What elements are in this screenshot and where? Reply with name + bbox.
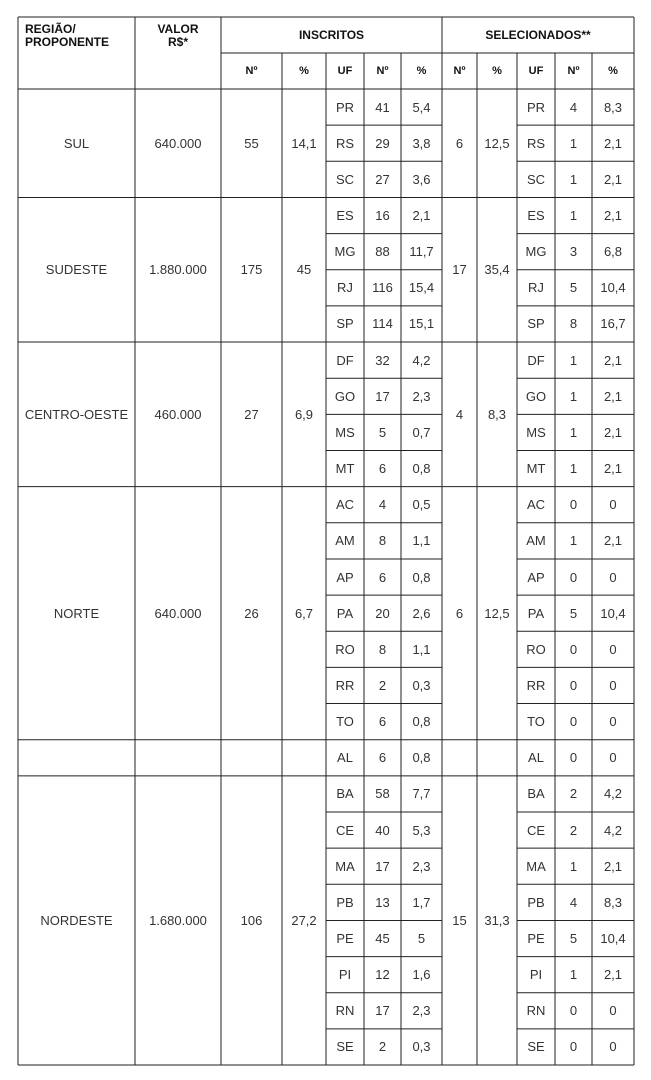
- state-uf-inscritos-rn: RN: [335, 1003, 355, 1019]
- state-uf-selecionados-am: AM: [526, 533, 546, 549]
- state-inscritos-n-se: 2: [378, 1039, 387, 1055]
- state-inscritos-pct-am: 1,1: [412, 533, 431, 549]
- state-inscritos-pct-pa: 2,6: [412, 605, 431, 621]
- state-inscritos-pct-pr: 5,4: [412, 99, 431, 115]
- state-selecionados-n-sp: 8: [569, 316, 578, 332]
- state-uf-inscritos-pr: PR: [335, 99, 355, 115]
- state-inscritos-n-mg: 88: [375, 244, 390, 260]
- state-selecionados-n-al: 0: [569, 750, 578, 766]
- subheader-sel-uf: UF: [528, 65, 544, 77]
- state-uf-inscritos-mg: MG: [334, 244, 356, 260]
- state-inscritos-pct-mg: 11,7: [409, 244, 434, 260]
- state-uf-inscritos-ba: BA: [336, 786, 354, 802]
- state-inscritos-n-rn: 17: [375, 1003, 390, 1019]
- state-uf-selecionados-ro: RO: [526, 641, 546, 657]
- state-selecionados-pct-pa: 10,4: [600, 605, 626, 621]
- state-inscritos-pct-df: 4,2: [412, 352, 431, 368]
- subheader-ins-pct: %: [299, 65, 309, 77]
- state-uf-selecionados-pa: PA: [527, 605, 545, 621]
- region-name-centro-oeste: CENTRO-OESTE: [24, 406, 129, 422]
- subheader-ins-n: Nº: [245, 65, 258, 77]
- subheader-sel-uf-pct: %: [608, 65, 618, 77]
- state-uf-selecionados-rj: RJ: [528, 280, 544, 296]
- region-name-sudeste: SUDESTE: [45, 262, 108, 278]
- subheader-ins-uf: UF: [337, 65, 353, 77]
- state-inscritos-pct-to: 0,8: [412, 714, 431, 730]
- region-inscritos-n-nordeste: 106: [240, 912, 263, 928]
- state-inscritos-pct-ce: 5,3: [412, 822, 431, 838]
- state-selecionados-n-se: 0: [569, 1039, 578, 1055]
- state-uf-inscritos-go: GO: [334, 388, 356, 404]
- state-uf-selecionados-es: ES: [527, 208, 545, 223]
- state-uf-inscritos-ce: CE: [335, 822, 355, 838]
- state-inscritos-n-rr: 2: [378, 677, 387, 693]
- region-inscritos-pct-norte: 6,7: [294, 605, 314, 621]
- state-selecionados-n-ro: 0: [569, 641, 578, 657]
- state-selecionados-pct-to: 0: [609, 714, 617, 730]
- state-inscritos-pct-ro: 1,1: [412, 641, 431, 657]
- region-valor-nordeste: 1.680.000: [149, 912, 207, 928]
- state-selecionados-n-mt: 1: [569, 461, 578, 477]
- state-inscritos-n-df: 32: [375, 352, 390, 368]
- state-inscritos-n-pr: 41: [375, 99, 390, 115]
- region-selecionados-n-nordeste: 15: [452, 912, 467, 928]
- state-uf-selecionados-rn: RN: [526, 1003, 546, 1019]
- state-uf-inscritos-ac: AC: [335, 497, 355, 513]
- region-valor-centro-oeste: 460.000: [154, 406, 202, 422]
- region-selecionados-n-norte: 6: [455, 605, 464, 621]
- state-uf-inscritos-rj: RJ: [337, 280, 353, 296]
- state-selecionados-pct-am: 2,1: [603, 533, 623, 549]
- state-uf-inscritos-to: TO: [336, 714, 354, 730]
- state-uf-selecionados-al: AL: [528, 750, 544, 766]
- region-name-sul: SUL: [63, 135, 90, 151]
- state-selecionados-pct-rn: 0: [609, 1003, 617, 1019]
- region-name-norte: NORTE: [53, 605, 100, 621]
- state-inscritos-pct-rj: 15,4: [408, 280, 435, 296]
- region-name-unlabeled: [18, 740, 135, 776]
- state-selecionados-pct-ms: 2,1: [603, 424, 623, 440]
- state-inscritos-pct-pe: 5: [417, 931, 426, 946]
- state-uf-inscritos-pi: PI: [338, 967, 352, 983]
- state-selecionados-pct-ba: 4,2: [603, 786, 623, 802]
- state-uf-inscritos-am: AM: [335, 533, 355, 549]
- state-inscritos-pct-sc: 3,6: [412, 171, 431, 187]
- state-selecionados-pct-pi: 2,1: [603, 967, 623, 983]
- state-selecionados-n-df: 1: [569, 352, 578, 368]
- state-inscritos-pct-ms: 0,7: [412, 424, 431, 440]
- state-inscritos-pct-es: 2,1: [412, 208, 431, 223]
- state-inscritos-pct-al: 0,8: [412, 750, 431, 766]
- state-uf-inscritos-mt: MT: [335, 461, 355, 477]
- state-selecionados-n-pa: 5: [569, 605, 578, 621]
- state-selecionados-n-pb: 4: [569, 894, 578, 910]
- region-inscritos-n-sudeste: 175: [240, 262, 263, 278]
- state-uf-inscritos-sp: SP: [336, 316, 354, 332]
- region-inscritos-pct-sudeste: 45: [296, 262, 312, 278]
- state-selecionados-n-ba: 2: [569, 786, 578, 802]
- state-selecionados-pct-rj: 10,4: [600, 280, 626, 296]
- state-selecionados-n-ac: 0: [569, 497, 578, 513]
- state-inscritos-pct-sp: 15,1: [408, 316, 435, 332]
- state-selecionados-pct-se: 0: [609, 1039, 617, 1055]
- state-inscritos-pct-ac: 0,5: [412, 497, 431, 513]
- state-inscritos-n-rs: 29: [375, 135, 390, 151]
- region-selecionados-n-sul: 6: [455, 135, 464, 151]
- state-uf-inscritos-rr: RR: [335, 677, 355, 693]
- region-inscritos-pct-nordeste: 27,2: [291, 912, 317, 928]
- state-inscritos-pct-mt: 0,8: [412, 461, 431, 477]
- state-inscritos-pct-ma: 2,3: [412, 858, 431, 874]
- state-uf-selecionados-ma: MA: [526, 858, 546, 874]
- subheader-sel-uf-n: Nº: [567, 65, 580, 77]
- region-valor-unlabeled: [135, 740, 221, 776]
- subheader-sel-n: Nº: [453, 65, 466, 77]
- state-selecionados-pct-sc: 2,1: [603, 171, 623, 187]
- state-uf-selecionados-ce: CE: [526, 822, 546, 838]
- region-inscritos-n-sul: 55: [244, 135, 259, 151]
- state-selecionados-n-pr: 4: [569, 99, 578, 115]
- state-uf-selecionados-ms: MS: [526, 424, 546, 440]
- header-inscritos: INSCRITOS: [298, 27, 365, 42]
- state-selecionados-pct-ac: 0: [609, 497, 617, 513]
- region-selecionados-pct-nordeste: 31,3: [484, 912, 510, 928]
- state-selecionados-n-ma: 1: [569, 858, 578, 874]
- state-uf-inscritos-rs: RS: [335, 135, 355, 151]
- state-inscritos-n-ro: 8: [378, 641, 387, 657]
- state-uf-inscritos-pe: PE: [336, 931, 354, 946]
- state-uf-selecionados-mg: MG: [525, 244, 547, 260]
- state-uf-inscritos-ms: MS: [335, 424, 355, 440]
- state-selecionados-n-sc: 1: [569, 171, 578, 187]
- region-valor-sul: 640.000: [154, 135, 202, 151]
- state-uf-inscritos-ro: RO: [335, 641, 355, 657]
- state-uf-selecionados-ap: AP: [527, 569, 545, 585]
- state-selecionados-n-rn: 0: [569, 1003, 578, 1019]
- state-uf-inscritos-se: SE: [336, 1039, 354, 1055]
- state-uf-selecionados-rs: RS: [526, 135, 546, 151]
- state-uf-selecionados-ba: BA: [527, 786, 545, 802]
- state-selecionados-n-rj: 5: [569, 280, 578, 296]
- state-uf-inscritos-pa: PA: [336, 605, 354, 621]
- state-inscritos-pct-go: 2,3: [412, 388, 431, 404]
- state-inscritos-pct-rs: 3,8: [412, 135, 431, 151]
- state-selecionados-n-ce: 2: [569, 822, 578, 838]
- state-inscritos-n-go: 17: [375, 388, 390, 404]
- region-valor-norte: 640.000: [154, 605, 202, 621]
- state-uf-selecionados-go: GO: [525, 388, 547, 404]
- state-inscritos-n-ap: 6: [378, 569, 387, 585]
- region-selecionados-n-centro-oeste: 4: [455, 406, 464, 422]
- header-selecionados: SELECIONADOS**: [485, 27, 591, 42]
- region-inscritos-n-unlabeled: [221, 740, 282, 776]
- state-uf-inscritos-al: AL: [337, 750, 353, 766]
- state-inscritos-n-ba: 58: [375, 786, 390, 802]
- state-uf-selecionados-pi: PI: [529, 967, 543, 983]
- state-inscritos-n-ac: 4: [378, 497, 387, 513]
- subheader-ins-uf-n: Nº: [376, 65, 389, 77]
- state-selecionados-pct-al: 0: [609, 750, 617, 766]
- state-uf-selecionados-sp: SP: [527, 316, 545, 332]
- state-selecionados-n-go: 1: [569, 388, 578, 404]
- state-selecionados-n-ap: 0: [569, 569, 578, 585]
- state-selecionados-pct-pb: 8,3: [603, 894, 623, 910]
- subheader-ins-uf-pct: %: [416, 65, 427, 77]
- state-inscritos-n-to: 6: [378, 714, 387, 730]
- state-selecionados-pct-es: 2,1: [603, 208, 623, 223]
- state-uf-inscritos-sc: SC: [335, 171, 355, 187]
- header-valor: VALOR R$*: [157, 22, 199, 49]
- state-uf-inscritos-df: DF: [336, 352, 354, 368]
- region-name-nordeste: NORDESTE: [40, 912, 113, 928]
- region-inscritos-n-norte: 26: [244, 605, 259, 621]
- state-uf-selecionados-se: SE: [527, 1039, 545, 1055]
- state-selecionados-n-pi: 1: [569, 967, 578, 983]
- state-inscritos-n-rj: 116: [372, 280, 393, 296]
- region-inscritos-pct-centro-oeste: 6,9: [294, 406, 314, 422]
- region-valor-sudeste: 1.880.000: [149, 262, 207, 278]
- state-uf-inscritos-pb: PB: [336, 894, 354, 910]
- state-inscritos-n-al: 6: [378, 750, 387, 766]
- state-selecionados-pct-mt: 2,1: [603, 461, 623, 477]
- state-selecionados-n-pe: 5: [569, 931, 578, 946]
- state-inscritos-n-ms: 5: [378, 424, 387, 440]
- header-regiao-proponente: REGIÃO/ PROPONENTE: [25, 22, 110, 49]
- state-selecionados-pct-ce: 4,2: [603, 822, 623, 838]
- state-inscritos-n-ce: 40: [375, 822, 390, 838]
- state-uf-selecionados-to: TO: [527, 714, 545, 730]
- state-selecionados-pct-go: 2,1: [603, 388, 623, 404]
- state-uf-selecionados-sc: SC: [526, 171, 546, 187]
- region-inscritos-pct-unlabeled: [282, 740, 326, 776]
- state-uf-selecionados-ac: AC: [526, 497, 546, 513]
- state-selecionados-pct-rs: 2,1: [603, 135, 623, 151]
- state-inscritos-pct-ap: 0,8: [412, 569, 431, 585]
- state-inscritos-n-mt: 6: [378, 461, 387, 477]
- state-selecionados-pct-ma: 2,1: [603, 858, 623, 874]
- state-inscritos-n-sc: 27: [375, 171, 390, 187]
- state-inscritos-pct-rn: 2,3: [412, 1003, 431, 1019]
- region-inscritos-pct-sul: 14,1: [291, 135, 317, 151]
- state-inscritos-n-ma: 17: [375, 858, 390, 874]
- state-inscritos-pct-ba: 7,7: [412, 786, 431, 802]
- state-inscritos-n-pa: 20: [375, 605, 390, 621]
- subheader-sel-pct: %: [492, 65, 502, 77]
- region-selecionados-pct-unlabeled: [477, 740, 517, 776]
- state-selecionados-pct-rr: 0: [609, 677, 617, 693]
- state-selecionados-pct-df: 2,1: [603, 352, 623, 368]
- region-selecionados-pct-sudeste: 35,4: [484, 262, 510, 278]
- state-selecionados-pct-sp: 16,7: [600, 316, 626, 332]
- state-selecionados-pct-pe: 10,4: [600, 931, 626, 946]
- region-inscritos-n-centro-oeste: 27: [244, 406, 259, 422]
- state-selecionados-n-to: 0: [569, 714, 578, 730]
- region-selecionados-n-unlabeled: [442, 740, 477, 776]
- state-selecionados-pct-pr: 8,3: [603, 99, 623, 115]
- state-inscritos-pct-rr: 0,3: [412, 677, 431, 693]
- state-uf-selecionados-df: DF: [527, 352, 545, 368]
- state-uf-inscritos-ap: AP: [336, 569, 354, 585]
- state-uf-selecionados-rr: RR: [526, 677, 546, 693]
- state-inscritos-n-es: 16: [375, 208, 390, 223]
- state-selecionados-pct-ap: 0: [609, 569, 617, 585]
- state-uf-selecionados-pe: PE: [527, 931, 545, 946]
- state-selecionados-n-rr: 0: [569, 677, 578, 693]
- state-inscritos-pct-pb: 1,7: [412, 894, 431, 910]
- region-selecionados-pct-norte: 12,5: [484, 605, 510, 621]
- state-uf-inscritos-es: ES: [336, 208, 354, 223]
- state-inscritos-n-am: 8: [378, 533, 387, 549]
- state-selecionados-pct-mg: 6,8: [603, 244, 623, 260]
- state-selecionados-n-am: 1: [569, 533, 578, 549]
- state-selecionados-n-ms: 1: [569, 424, 578, 440]
- region-selecionados-pct-sul: 12,5: [484, 135, 510, 151]
- state-inscritos-pct-pi: 1,6: [412, 967, 431, 983]
- state-selecionados-n-es: 1: [569, 208, 578, 223]
- state-uf-selecionados-mt: MT: [526, 461, 546, 477]
- state-inscritos-n-pe: 45: [375, 931, 390, 946]
- state-selecionados-n-mg: 3: [569, 244, 578, 260]
- region-selecionados-n-sudeste: 17: [452, 262, 467, 278]
- state-inscritos-n-pb: 13: [375, 894, 390, 910]
- state-inscritos-n-sp: 114: [372, 316, 393, 332]
- state-inscritos-pct-se: 0,3: [412, 1039, 431, 1055]
- state-selecionados-n-rs: 1: [569, 135, 578, 151]
- state-uf-inscritos-ma: MA: [335, 858, 355, 874]
- state-uf-selecionados-pb: PB: [527, 894, 545, 910]
- region-selecionados-pct-centro-oeste: 8,3: [487, 406, 507, 422]
- state-inscritos-n-pi: 12: [375, 967, 390, 983]
- state-selecionados-pct-ro: 0: [609, 641, 617, 657]
- state-uf-selecionados-pr: PR: [526, 99, 546, 115]
